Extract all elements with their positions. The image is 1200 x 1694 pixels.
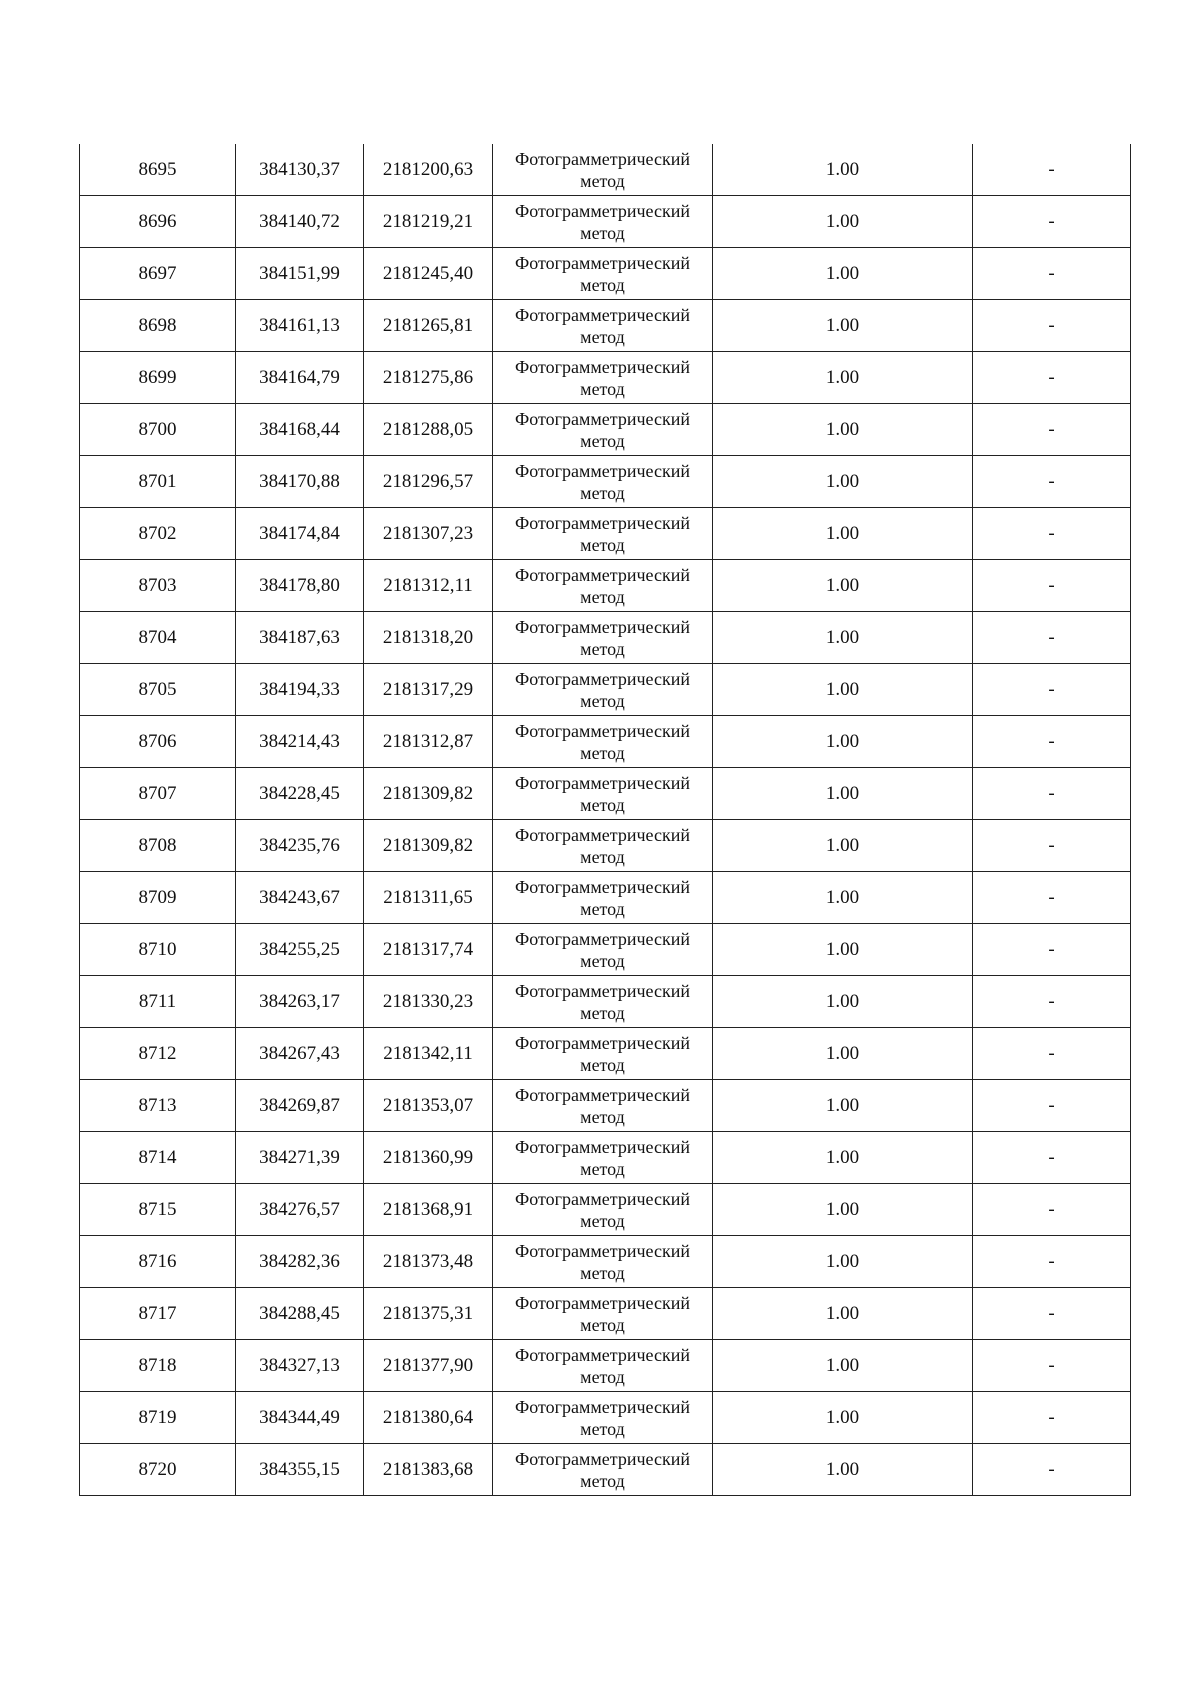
accuracy-cell: 1.00 [713, 664, 973, 716]
point-number-cell: 8697 [80, 248, 236, 300]
method-cell [493, 976, 713, 1028]
accuracy-cell: 1.00 [713, 872, 973, 924]
y-coordinate-cell: 2181245,40 [364, 248, 493, 300]
accuracy-cell: 1.00 [713, 1340, 973, 1392]
point-number-cell: 8707 [80, 768, 236, 820]
method-cell [493, 508, 713, 560]
y-coordinate-cell: 2181360,99 [364, 1132, 493, 1184]
y-coordinate-cell: 2181312,87 [364, 716, 493, 768]
table-row [80, 976, 1131, 1028]
point-number-cell: 8706 [80, 716, 236, 768]
note-cell: - [973, 820, 1131, 872]
note-cell: - [973, 768, 1131, 820]
accuracy-cell: 1.00 [713, 560, 973, 612]
method-text: Фотограмметрический метод [515, 1344, 690, 1387]
x-coordinate-cell: 384168,44 [236, 404, 364, 456]
point-number-cell: 8719 [80, 1392, 236, 1444]
y-coordinate-cell: 2181317,74 [364, 924, 493, 976]
method-cell [493, 716, 713, 768]
accuracy-cell: 1.00 [713, 300, 973, 352]
table-row [80, 1080, 1131, 1132]
method-text: Фотограмметрический метод [515, 668, 690, 711]
y-coordinate-cell: 2181309,82 [364, 768, 493, 820]
table-row [80, 612, 1131, 664]
point-number-cell: 8717 [80, 1288, 236, 1340]
point-number-cell: 8710 [80, 924, 236, 976]
x-coordinate-cell: 384161,13 [236, 300, 364, 352]
x-coordinate-cell: 384187,63 [236, 612, 364, 664]
accuracy-cell: 1.00 [713, 1236, 973, 1288]
point-number-cell: 8703 [80, 560, 236, 612]
accuracy-cell: 1.00 [713, 1028, 973, 1080]
accuracy-cell: 1.00 [713, 352, 973, 404]
x-coordinate-cell: 384344,49 [236, 1392, 364, 1444]
x-coordinate-cell: 384269,87 [236, 1080, 364, 1132]
method-text: Фотограмметрический метод [515, 1448, 690, 1491]
accuracy-cell: 1.00 [713, 716, 973, 768]
method-cell [493, 664, 713, 716]
note-cell: - [973, 664, 1131, 716]
y-coordinate-cell: 2181265,81 [364, 300, 493, 352]
x-coordinate-cell: 384194,33 [236, 664, 364, 716]
method-text: Фотограмметрический метод [515, 512, 690, 555]
note-cell: - [973, 1184, 1131, 1236]
method-cell [493, 1444, 713, 1496]
point-number-cell: 8704 [80, 612, 236, 664]
note-cell: - [973, 508, 1131, 560]
y-coordinate-cell: 2181200,63 [364, 144, 493, 196]
note-cell: - [973, 352, 1131, 404]
method-text: Фотограмметрический метод [515, 460, 690, 503]
method-cell [493, 768, 713, 820]
point-number-cell: 8695 [80, 144, 236, 196]
note-cell: - [973, 612, 1131, 664]
x-coordinate-cell: 384214,43 [236, 716, 364, 768]
accuracy-cell: 1.00 [713, 768, 973, 820]
table-row [80, 1028, 1131, 1080]
point-number-cell: 8714 [80, 1132, 236, 1184]
method-text: Фотограмметрический метод [515, 148, 690, 191]
method-text: Фотограмметрический метод [515, 1032, 690, 1075]
point-number-cell: 8713 [80, 1080, 236, 1132]
x-coordinate-cell: 384276,57 [236, 1184, 364, 1236]
method-cell [493, 300, 713, 352]
method-text: Фотограмметрический метод [515, 772, 690, 815]
y-coordinate-cell: 2181353,07 [364, 1080, 493, 1132]
point-number-cell: 8705 [80, 664, 236, 716]
method-cell [493, 872, 713, 924]
x-coordinate-cell: 384235,76 [236, 820, 364, 872]
accuracy-cell: 1.00 [713, 1288, 973, 1340]
table-row [80, 456, 1131, 508]
point-number-cell: 8702 [80, 508, 236, 560]
point-number-cell: 8712 [80, 1028, 236, 1080]
table-body [80, 144, 1131, 1496]
method-cell [493, 1132, 713, 1184]
method-cell [493, 1340, 713, 1392]
accuracy-cell: 1.00 [713, 1132, 973, 1184]
note-cell: - [973, 560, 1131, 612]
y-coordinate-cell: 2181368,91 [364, 1184, 493, 1236]
method-text: Фотограмметрический метод [515, 252, 690, 295]
method-cell [493, 1080, 713, 1132]
table-row [80, 248, 1131, 300]
point-number-cell: 8699 [80, 352, 236, 404]
x-coordinate-cell: 384355,15 [236, 1444, 364, 1496]
method-text: Фотограмметрический метод [515, 1188, 690, 1231]
y-coordinate-cell: 2181309,82 [364, 820, 493, 872]
accuracy-cell: 1.00 [713, 456, 973, 508]
table-row [80, 508, 1131, 560]
x-coordinate-cell: 384282,36 [236, 1236, 364, 1288]
note-cell: - [973, 1340, 1131, 1392]
x-coordinate-cell: 384327,13 [236, 1340, 364, 1392]
point-number-cell: 8715 [80, 1184, 236, 1236]
method-text: Фотограмметрический метод [515, 304, 690, 347]
x-coordinate-cell: 384228,45 [236, 768, 364, 820]
x-coordinate-cell: 384174,84 [236, 508, 364, 560]
note-cell: - [973, 924, 1131, 976]
method-cell [493, 1028, 713, 1080]
method-cell [493, 352, 713, 404]
x-coordinate-cell: 384271,39 [236, 1132, 364, 1184]
note-cell: - [973, 1132, 1131, 1184]
table-row [80, 560, 1131, 612]
point-number-cell: 8716 [80, 1236, 236, 1288]
method-cell [493, 924, 713, 976]
table-row [80, 352, 1131, 404]
point-number-cell: 8700 [80, 404, 236, 456]
method-text: Фотограмметрический метод [515, 824, 690, 867]
x-coordinate-cell: 384243,67 [236, 872, 364, 924]
method-text: Фотограмметрический метод [515, 356, 690, 399]
method-cell [493, 456, 713, 508]
note-cell: - [973, 976, 1131, 1028]
accuracy-cell: 1.00 [713, 976, 973, 1028]
note-cell: - [973, 1444, 1131, 1496]
method-text: Фотограмметрический метод [515, 1396, 690, 1439]
method-cell [493, 1288, 713, 1340]
accuracy-cell: 1.00 [713, 1184, 973, 1236]
accuracy-cell: 1.00 [713, 144, 973, 196]
table-row [80, 924, 1131, 976]
y-coordinate-cell: 2181275,86 [364, 352, 493, 404]
method-text: Фотограмметрический метод [515, 564, 690, 607]
note-cell: - [973, 248, 1131, 300]
method-text: Фотограмметрический метод [515, 616, 690, 659]
y-coordinate-cell: 2181317,29 [364, 664, 493, 716]
method-cell [493, 1392, 713, 1444]
note-cell: - [973, 404, 1131, 456]
note-cell: - [973, 1236, 1131, 1288]
method-cell [493, 196, 713, 248]
x-coordinate-cell: 384267,43 [236, 1028, 364, 1080]
y-coordinate-cell: 2181373,48 [364, 1236, 493, 1288]
table-row [80, 1444, 1131, 1496]
table-row [80, 716, 1131, 768]
point-number-cell: 8720 [80, 1444, 236, 1496]
x-coordinate-cell: 384263,17 [236, 976, 364, 1028]
x-coordinate-cell: 384288,45 [236, 1288, 364, 1340]
method-cell [493, 144, 713, 196]
table-row [80, 196, 1131, 248]
table-row [80, 872, 1131, 924]
y-coordinate-cell: 2181219,21 [364, 196, 493, 248]
method-cell [493, 560, 713, 612]
method-cell [493, 612, 713, 664]
table-row [80, 1236, 1131, 1288]
point-number-cell: 8701 [80, 456, 236, 508]
table-row [80, 768, 1131, 820]
method-cell [493, 1236, 713, 1288]
x-coordinate-cell: 384178,80 [236, 560, 364, 612]
note-cell: - [973, 872, 1131, 924]
method-text: Фотограмметрический метод [515, 408, 690, 451]
method-text: Фотограмметрический метод [515, 1136, 690, 1179]
y-coordinate-cell: 2181375,31 [364, 1288, 493, 1340]
y-coordinate-cell: 2181311,65 [364, 872, 493, 924]
method-text: Фотограмметрический метод [515, 928, 690, 971]
method-text: Фотограмметрический метод [515, 980, 690, 1023]
method-text: Фотограмметрический метод [515, 1292, 690, 1335]
method-text: Фотограмметрический метод [515, 876, 690, 919]
method-text: Фотограмметрический метод [515, 200, 690, 243]
table-row [80, 820, 1131, 872]
table-row [80, 300, 1131, 352]
method-cell [493, 248, 713, 300]
note-cell: - [973, 1028, 1131, 1080]
y-coordinate-cell: 2181312,11 [364, 560, 493, 612]
method-text: Фотограмметрический метод [515, 720, 690, 763]
coordinates-table [79, 144, 1131, 1496]
method-text: Фотограмметрический метод [515, 1084, 690, 1127]
x-coordinate-cell: 384130,37 [236, 144, 364, 196]
y-coordinate-cell: 2181380,64 [364, 1392, 493, 1444]
point-number-cell: 8698 [80, 300, 236, 352]
y-coordinate-cell: 2181318,20 [364, 612, 493, 664]
table-row [80, 1184, 1131, 1236]
method-cell [493, 1184, 713, 1236]
point-number-cell: 8709 [80, 872, 236, 924]
point-number-cell: 8696 [80, 196, 236, 248]
x-coordinate-cell: 384151,99 [236, 248, 364, 300]
note-cell: - [973, 1392, 1131, 1444]
y-coordinate-cell: 2181383,68 [364, 1444, 493, 1496]
table-row [80, 404, 1131, 456]
accuracy-cell: 1.00 [713, 508, 973, 560]
accuracy-cell: 1.00 [713, 924, 973, 976]
x-coordinate-cell: 384140,72 [236, 196, 364, 248]
accuracy-cell: 1.00 [713, 1392, 973, 1444]
table-row [80, 1288, 1131, 1340]
accuracy-cell: 1.00 [713, 820, 973, 872]
note-cell: - [973, 144, 1131, 196]
y-coordinate-cell: 2181288,05 [364, 404, 493, 456]
note-cell: - [973, 1288, 1131, 1340]
accuracy-cell: 1.00 [713, 1080, 973, 1132]
note-cell: - [973, 456, 1131, 508]
accuracy-cell: 1.00 [713, 612, 973, 664]
y-coordinate-cell: 2181330,23 [364, 976, 493, 1028]
table-row [80, 1340, 1131, 1392]
y-coordinate-cell: 2181377,90 [364, 1340, 493, 1392]
x-coordinate-cell: 384170,88 [236, 456, 364, 508]
accuracy-cell: 1.00 [713, 404, 973, 456]
table-row [80, 144, 1131, 196]
accuracy-cell: 1.00 [713, 1444, 973, 1496]
point-number-cell: 8718 [80, 1340, 236, 1392]
method-text: Фотограмметрический метод [515, 1240, 690, 1283]
table-row [80, 1132, 1131, 1184]
note-cell: - [973, 300, 1131, 352]
note-cell: - [973, 196, 1131, 248]
x-coordinate-cell: 384255,25 [236, 924, 364, 976]
y-coordinate-cell: 2181342,11 [364, 1028, 493, 1080]
table-row [80, 664, 1131, 716]
method-cell [493, 404, 713, 456]
note-cell: - [973, 1080, 1131, 1132]
accuracy-cell: 1.00 [713, 248, 973, 300]
y-coordinate-cell: 2181296,57 [364, 456, 493, 508]
point-number-cell: 8708 [80, 820, 236, 872]
y-coordinate-cell: 2181307,23 [364, 508, 493, 560]
point-number-cell: 8711 [80, 976, 236, 1028]
table-row [80, 1392, 1131, 1444]
method-cell [493, 820, 713, 872]
accuracy-cell: 1.00 [713, 196, 973, 248]
note-cell: - [973, 716, 1131, 768]
x-coordinate-cell: 384164,79 [236, 352, 364, 404]
